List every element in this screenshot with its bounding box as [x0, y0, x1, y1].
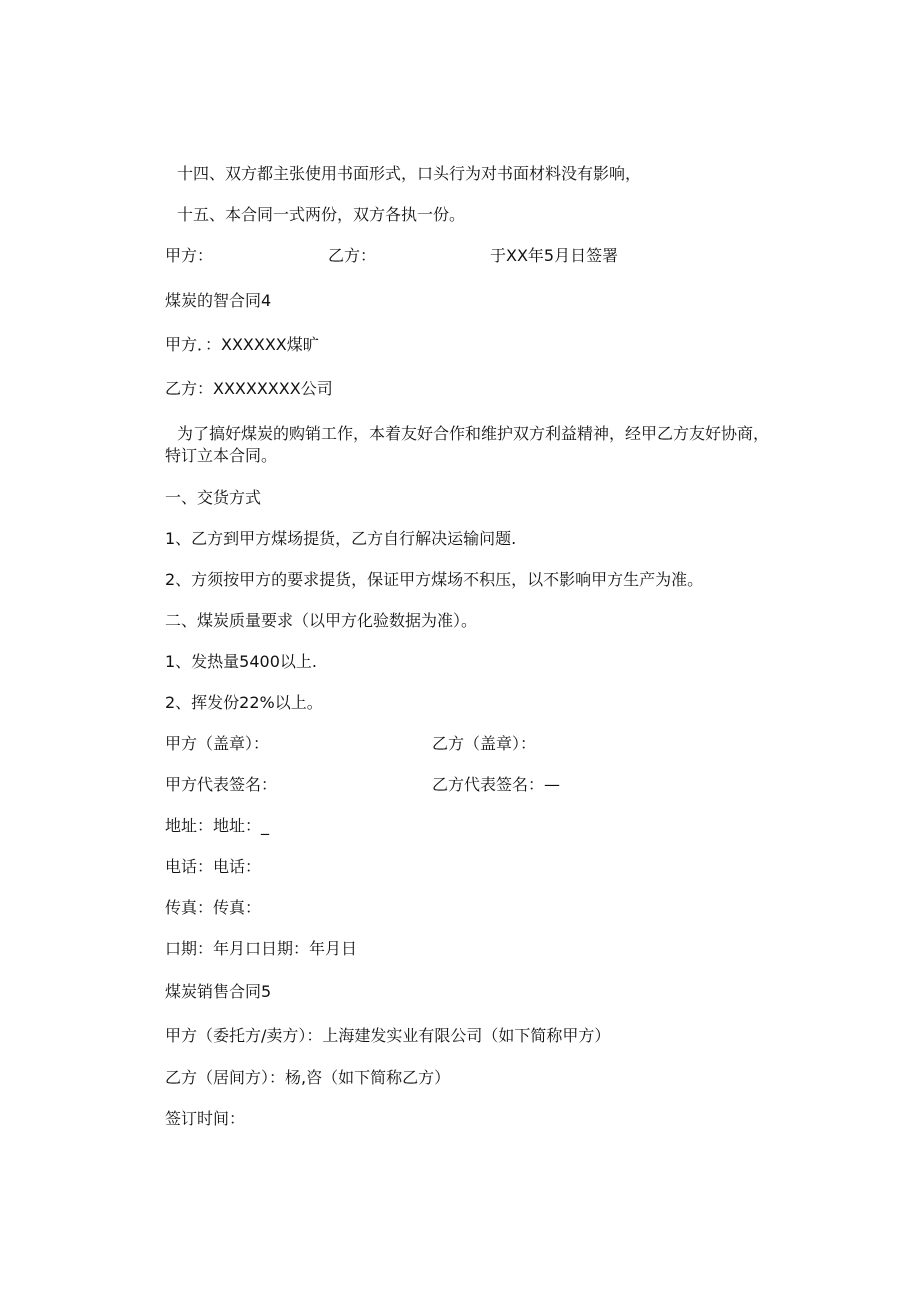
party-a: 甲方．：XXXXXX煤旷 — [165, 335, 319, 354]
section-2-heading: 二、煤炭质量要求（以甲方化验数据为准）。 — [165, 611, 478, 630]
party-b-intermediary: 乙方（居间方）：杨,咨（如下简称乙方） — [165, 1068, 451, 1087]
item-2-2: 2、挥发份22%以上。 — [165, 693, 323, 712]
date-line: 口期：年月口日期：年月日 — [165, 939, 358, 958]
item-1-1: 1、乙方到甲方煤场提货，乙方自行解决运输问题. — [165, 529, 517, 548]
party-a-seller: 甲方（委托方/卖方）：上海建发实业有限公司（如下简称甲方） — [165, 1026, 611, 1045]
representative-party-a: 甲方代表签名： — [165, 775, 278, 794]
signature-party-b: 乙方： — [328, 246, 377, 265]
signature-date: 于XX年5月日签署 — [490, 246, 619, 265]
seal-party-a: 甲方（盖章）： — [165, 734, 270, 753]
intro-paragraph: 为了搞好煤炭的购销工作，本着友好合作和维护双方利益精神，经甲乙方友好协商，特订立本合同。 — [165, 424, 770, 465]
seal-party-b: 乙方（盖章）： — [432, 734, 537, 753]
contract-title-4: 煤炭的智合同4 — [165, 291, 272, 310]
item-1-2: 2、方须按甲方的要求提货，保证甲方煤场不积压，以不影响甲方生产为准。 — [165, 570, 704, 589]
representative-party-b: 乙方代表签名：— — [432, 775, 561, 794]
address-line: 地址：地址：_ — [165, 816, 270, 835]
clause-14: 十四、双方都主张使用书面形式，口头行为对书面材料没有影响， — [177, 164, 642, 183]
item-2-1: 1、发热量5400以上. — [165, 652, 317, 671]
fax-line: 传真：传真： — [165, 898, 262, 917]
contract-title-5: 煤炭销售合同5 — [165, 982, 272, 1001]
party-b: 乙方：XXXXXXXX公司 — [165, 379, 333, 398]
section-1-heading: 一、交货方式 — [165, 488, 262, 507]
signature-party-a: 甲方： — [165, 246, 214, 265]
signing-time: 签订时间： — [165, 1109, 246, 1128]
phone-line: 电话：电话： — [165, 857, 262, 876]
clause-15: 十五、本合同一式两份，双方各执一份。 — [177, 205, 466, 224]
